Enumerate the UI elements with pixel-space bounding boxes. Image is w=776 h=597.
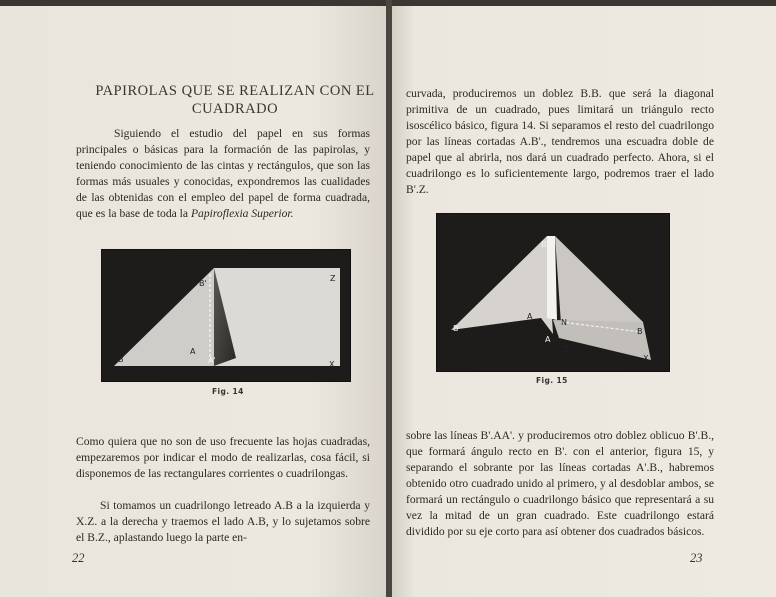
- page-number-left: 22: [72, 551, 85, 565]
- label-a: A: [527, 312, 533, 321]
- label-a: A: [190, 347, 196, 356]
- label-n: N: [561, 318, 567, 327]
- label-b-top: B: [541, 240, 547, 249]
- paragraph-3-text: Si tomamos un cuadrilongo letreado A.B a la izquierda y X.Z. a la derecha y traemos el lado A.B, y lo sujetamos sobre el B.Z., aplastando luego la parte en-: [76, 499, 370, 544]
- label-b: B: [118, 355, 124, 364]
- label-a-prime: A': [208, 356, 216, 365]
- figure-14-illustration: [102, 250, 350, 381]
- paragraph-right-2-text: sobre las líneas B'.AA'. y produciremos otro doblez oblicuo B'.B., que formará ángulo recto en B'. con el anterior, figura 15, y separando el sobrante por las líneas cortadas A'.B., habremos obtenido otro cuadrado unido al primero, y al desdoblar ambos, se formará un rectángulo o cuadrilongo básico que representará a su vez la mitad de un gran cuadrado. Este cuadrilongo estará dividido por su eje corto para así obtener dos cuadrados básicos.: [406, 429, 714, 538]
- label-b-right: B: [637, 327, 643, 336]
- continuation-text: curvada, produciremos un doblez B.B. que será la diagonal primitiva de un cuadrado, pues limitará un triángulo recto isoscélico básico, figura 14. Si separamos el resto del cuadrilongo por las líneas cortadas A.B'., tendremos una escuadra doble de papel que al abrirla, nos dará un cuadrado perfecto. Ahora, si el cuadrilongo es lo suficientemente largo, podremos traer el lado B'.Z.: [406, 87, 714, 196]
- figure-14-caption: Fig. 14: [212, 387, 244, 396]
- left-triangle: [451, 236, 553, 334]
- figure-14-photo: [101, 249, 351, 382]
- right-page: [392, 6, 776, 597]
- figure-15-photo: [436, 213, 670, 372]
- label-a-lower: A: [545, 335, 551, 344]
- right-triangle: [555, 236, 643, 324]
- intro-text: Siguiendo el estudio del papel en sus formas principales o básicas para la formación de las papirolas, y teniendo conocimiento de las cintas y rectángulos, que son las formas más usuales y conocidas, expondremos las cualidades de las obtenidas con el empleo del papel de forma cuadrada, que es la base de toda la: [76, 127, 370, 220]
- paragraph-2-text: Como quiera que no son de uso frecuente las hojas cuadradas, empezaremos por indicar el modo de realizarlas, cosa fácil, si disponemos de las rectangulares corrientes o cuadrilongas.: [76, 435, 370, 480]
- figure-15-caption: Fig. 15: [536, 376, 568, 385]
- label-x: X: [643, 354, 649, 363]
- page-title: PAPIROLAS QUE SE REALIZAN CON EL CUADRADO: [95, 83, 375, 117]
- intro-paragraph: [76, 126, 370, 222]
- center-fold-edge: [547, 236, 557, 320]
- paragraph-3: [76, 498, 370, 546]
- label-b-left: B: [453, 324, 459, 333]
- page-number-right: 23: [690, 551, 703, 565]
- label-b-prime: B': [199, 279, 207, 288]
- label-z: Z: [563, 345, 569, 354]
- lower-flap: [553, 320, 651, 360]
- figure-15-illustration: [437, 214, 669, 371]
- paragraph-2: [76, 434, 370, 482]
- intro-italic-text: Papiroflexia Superior.: [190, 207, 294, 220]
- left-page: [0, 6, 386, 597]
- continuation-paragraph: [406, 86, 714, 198]
- label-x: X: [329, 360, 335, 369]
- paragraph-right-2: [406, 428, 714, 540]
- label-z: Z: [330, 274, 336, 283]
